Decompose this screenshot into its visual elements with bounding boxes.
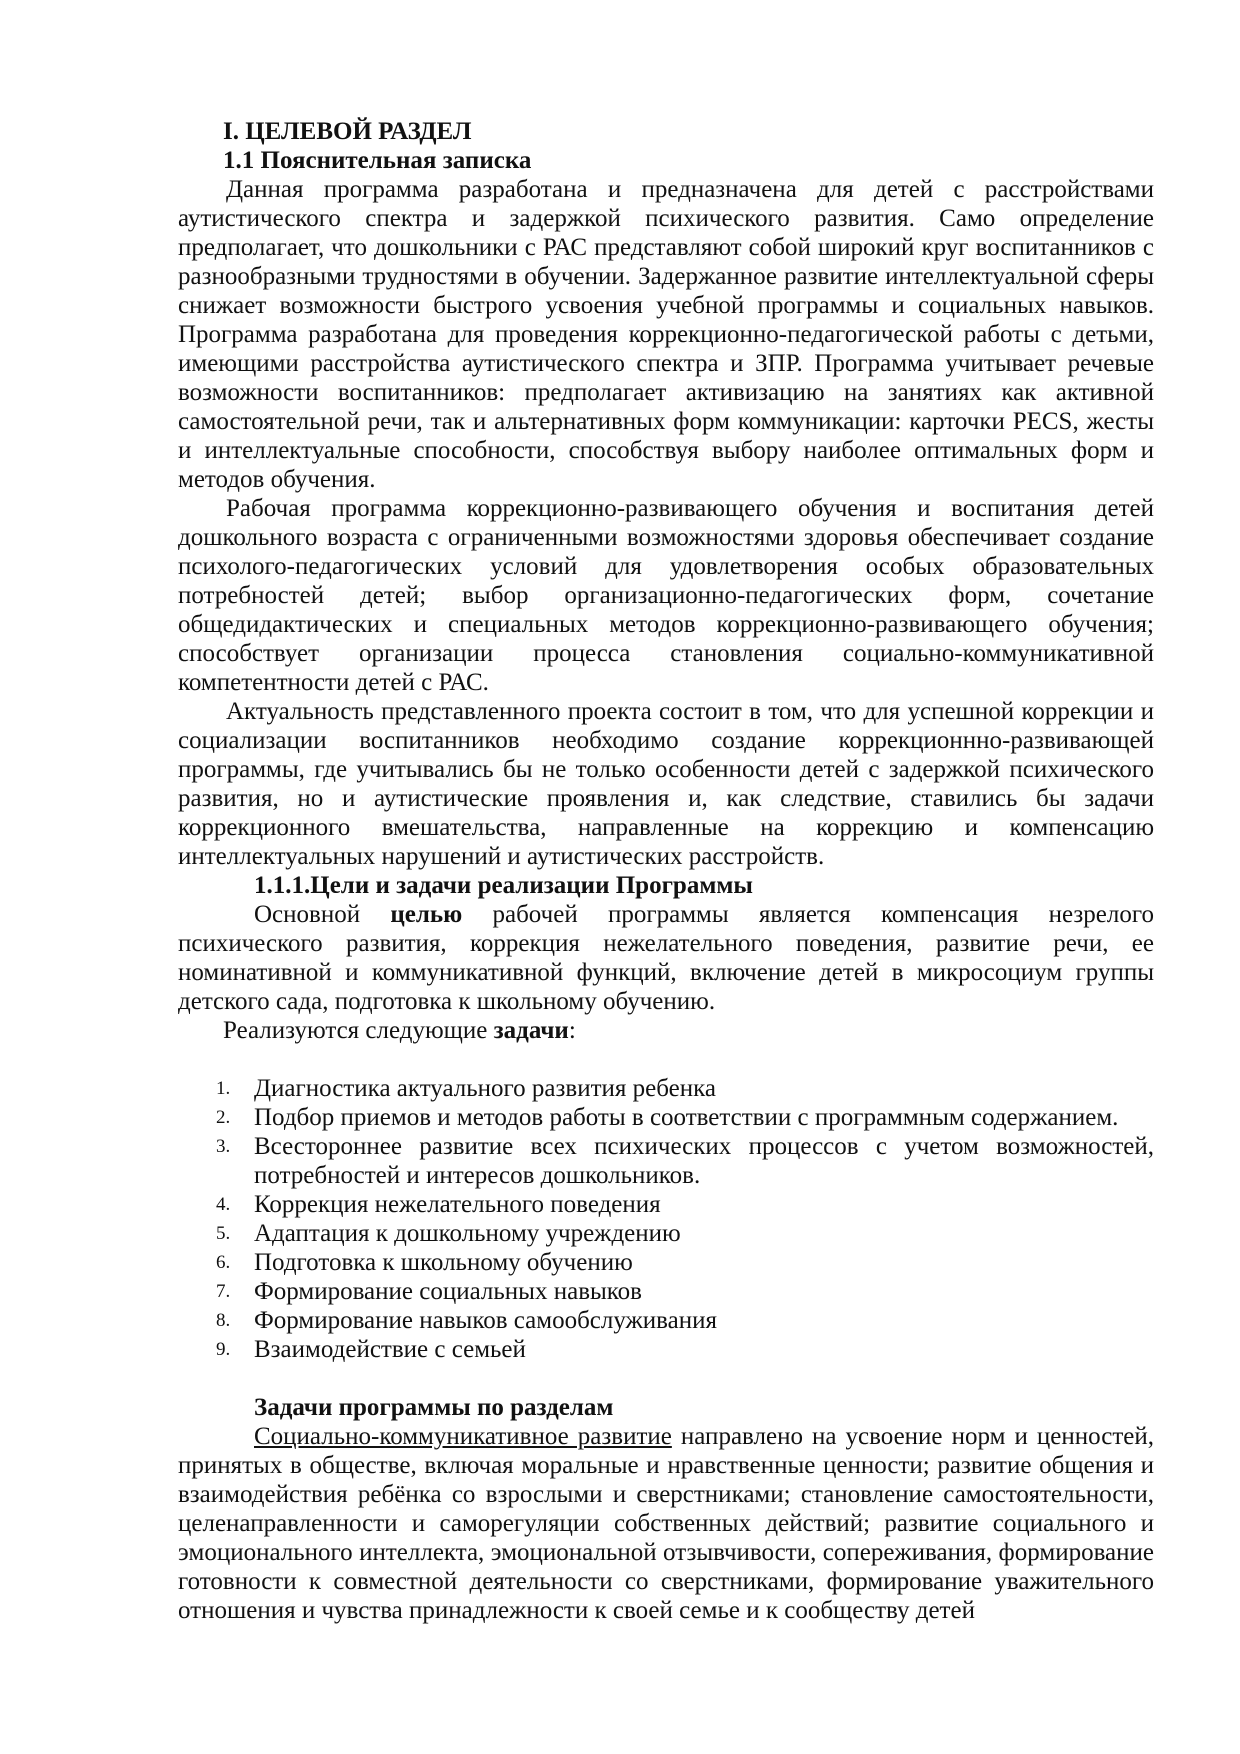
social-term: Социально-коммуникативное развитие — [254, 1423, 672, 1450]
page-content — [178, 117, 1154, 1625]
list-item — [178, 1219, 1154, 1248]
list-item — [178, 1248, 1154, 1277]
list-item-number: 4. — [216, 1194, 231, 1215]
list-item — [178, 1103, 1154, 1132]
list-item-text: Формирование навыков самообслуживания — [254, 1307, 718, 1334]
goal-text-before: Основной — [254, 901, 391, 928]
subsection-heading: 1.1 Пояснительная записка — [223, 147, 532, 174]
list-item-text: Подбор приемов и методов работы в соответствии с программным содержанием. — [254, 1104, 1119, 1131]
social-text: направлено на усвоение норм и ценностей, принятых в обществе, включая моральные и нравственные ценности; развитие общения и взаимодействия ребёнка со взрослыми и сверстниками; становление самостоятельности, целенаправленности и саморегуляции собственных действий; развитие социального и эмоционального интеллекта, эмоциональной отзывчивости, сопереживания, формирование готовности к совместной деятельности со сверстниками, формирование уважительного отношения и чувства принадлежности к своей семье и к сообществу детей — [178, 1423, 1155, 1624]
tasks-intro-after: : — [568, 1017, 576, 1044]
tasks-intro-before: Реализуются следующие — [223, 1017, 494, 1044]
list-item — [178, 1190, 1154, 1219]
list-item-text: Диагностика актуального развития ребенка — [254, 1075, 716, 1102]
list-item-number: 9. — [216, 1339, 231, 1360]
section-heading: I. ЦЕЛЕВОЙ РАЗДЕЛ — [223, 118, 472, 145]
list-item-number: 1. — [216, 1078, 231, 1099]
list-item-text: Формирование социальных навыков — [254, 1278, 642, 1305]
list-item-text: Адаптация к дошкольному учреждению — [254, 1220, 681, 1247]
intro-paragraph-1: Данная программа разработана и предназначена для детей с расстройствами аутистического спектра и задержкой психического развития. Само определение предполагает, что дошкольники с РАС представляют собой широкий круг воспитанников с разнообразными трудностями в обучении. Задержанное развитие интеллектуальной сферы снижает возможности быстрого усвоения учебной программы и социальных навыков. Программа разработана для проведения коррекционно-педагогической работы с детьми, имеющими расстройства аутистического спектра и ЗПР. Программа учитывает речевые возможности воспитанников: предполагает активизацию на занятиях как активной самостоятельной речи, так и альтернативных форм коммуникации: карточки PECS, жесты и интеллектуальные способности, способствуя выбору наиболее оптимальных форм и методов обучения. — [178, 176, 1154, 493]
list-item-text: Коррекция нежелательного поведения — [254, 1191, 661, 1218]
goal-paragraph — [178, 900, 1154, 1016]
list-item — [178, 1335, 1154, 1364]
sections-heading: Задачи программы по разделам — [254, 1394, 614, 1421]
list-item-number: 8. — [216, 1310, 231, 1331]
tasks-intro — [223, 1016, 1154, 1045]
goal-text-after: рабочей программы является компенсация незрелого психического развития, коррекция нежелательного поведения, развитие речи, ее номинативной и коммуникативной функций, включение детей в микросоциум группы детского сада, подготовка к школьному обучению. — [178, 901, 1154, 1015]
list-item-number: 7. — [216, 1281, 231, 1302]
list-item-number: 2. — [216, 1107, 231, 1128]
intro-paragraph-2: Рабочая программа коррекционно-развивающего обучения и воспитания детей дошкольного возраста с ограниченными возможностями здоровья обеспечивает создание психолого-педагогических условий для удовлетворения особых образовательных потребностей детей; выбор организационно-педагогических форм, сочетание общедидактических и специальных методов коррекционно-развивающего обучения; способствует организации процесса становления социально-коммуникативной компетентности детей с РАС. — [178, 495, 1154, 696]
social-paragraph — [178, 1422, 1154, 1625]
list-item-number: 5. — [216, 1223, 231, 1244]
list-item-text: Всестороннее развитие всех психических процессов с учетом возможностей, потребностей и интересов дошкольников. — [254, 1133, 1154, 1189]
goal-keyword: целью — [390, 901, 463, 928]
list-item-number: 3. — [216, 1136, 231, 1157]
tasks-keyword: задачи — [493, 1017, 569, 1044]
list-item — [178, 1132, 1154, 1190]
goals-heading: 1.1.1.Цели и задачи реализации Программы — [254, 872, 753, 899]
intro-paragraph-3: Актуальность представленного проекта состоит в том, что для успешной коррекции и социализации воспитанников необходимо создание коррекционнно-развивающей программы, где учитывались бы не только особенности детей с задержкой психического развития, но и аутистические проявления и, как следствие, ставились бы задачи коррекционного вмешательства, направленные на коррекцию и компенсацию интеллектуальных нарушений и аутистических расстройств. — [178, 698, 1154, 870]
list-item — [178, 1277, 1154, 1306]
tasks-list — [178, 1074, 1154, 1364]
list-item-text: Взаимодействие с семьей — [254, 1336, 526, 1363]
list-item-number: 6. — [216, 1252, 231, 1273]
list-item — [178, 1074, 1154, 1103]
list-item — [178, 1306, 1154, 1335]
list-item-text: Подготовка к школьному обучению — [254, 1249, 633, 1276]
